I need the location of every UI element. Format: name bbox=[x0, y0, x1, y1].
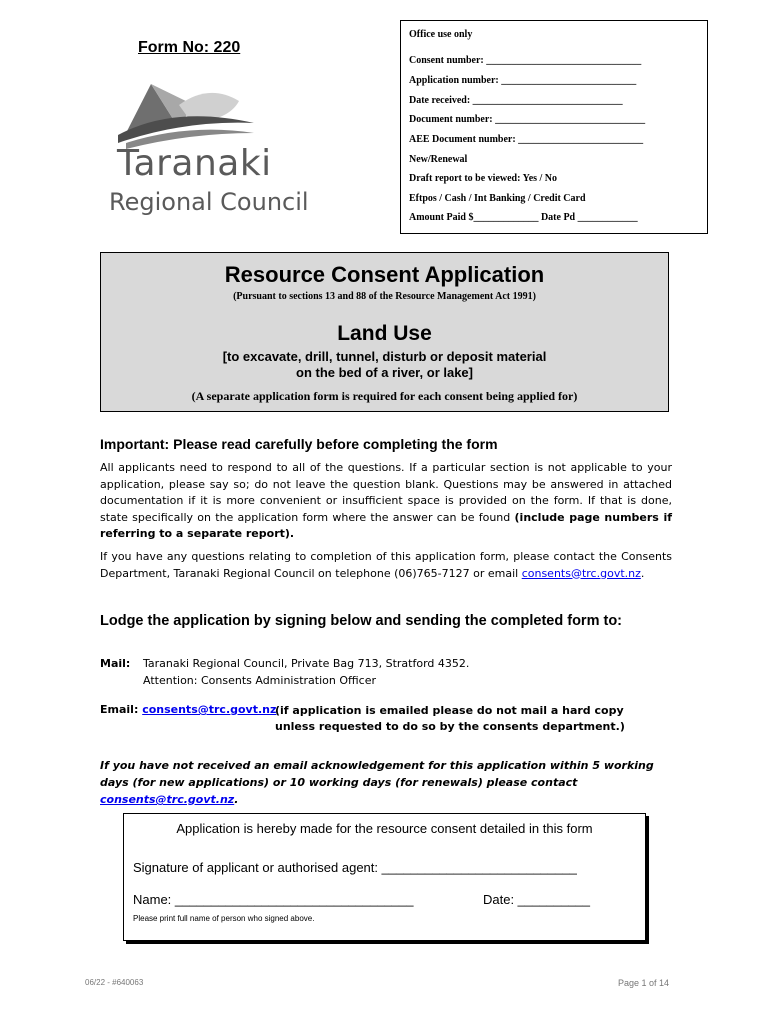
ack-end: . bbox=[234, 793, 239, 806]
lodge-heading: Lodge the application by signing below and sending the completed form to: bbox=[100, 613, 623, 629]
ack-email-link[interactable]: consents@trc.govt.nz bbox=[100, 793, 235, 806]
email-label: Email: bbox=[100, 703, 139, 716]
important-p2-end: . bbox=[640, 566, 645, 580]
scope-line-2: on the bed of a river, or lake] bbox=[296, 365, 473, 380]
lodge-email-link[interactable]: consents@trc.govt.nz bbox=[142, 703, 277, 716]
office-application-number: Application number: ___________________________ bbox=[409, 75, 637, 86]
logo-council: Regional Council bbox=[109, 188, 309, 216]
pursuant-note: (Pursuant to sections 13 and 88 of the Resource Management Act 1991) bbox=[233, 291, 536, 302]
mail-address-line-1: Taranaki Regional Council, Private Bag 713, Stratford 4352. bbox=[143, 657, 470, 670]
important-p1-bold: (include page numbers if referring to a separate report). bbox=[100, 510, 672, 540]
print-name-note: Please print full name of person who signed above. bbox=[133, 914, 315, 923]
mail-address-line-2: Attention: Consents Administration Officer bbox=[143, 674, 376, 687]
important-p1-text: All applicants need to respond to all of the questions. If a particular section is not applicable to your application, please say so; do not leave the question blank. Questions may be answered in attached documentation if it is more convenient or insufficient space is provided on the form. If that is done, state specifically on the application form where the answer can be found bbox=[100, 461, 672, 524]
important-paragraph-1 bbox=[100, 460, 672, 543]
email-note: (if application is emailed please do not mail a hard copy unless requested to do so by the consents department.) bbox=[275, 704, 625, 733]
page-title: Resource Consent Application bbox=[224, 262, 545, 287]
logo-name: Taranaki bbox=[117, 143, 272, 184]
office-date-received: Date received: ______________________________ bbox=[409, 95, 623, 106]
important-heading: Important: Please read carefully before completing the form bbox=[100, 436, 498, 452]
office-document-number: Document number: ______________________________ bbox=[409, 114, 646, 125]
footer-page-number: Page 1 of 14 bbox=[618, 978, 670, 988]
office-aee-document-number: AEE Document number: _________________________ bbox=[409, 134, 644, 145]
footer-document-code: 06/22 - #640063 bbox=[85, 978, 144, 987]
office-consent-number: Consent number: _______________________________ bbox=[409, 55, 642, 66]
date-field[interactable]: Date: __________ bbox=[483, 892, 590, 907]
page-subtitle: Land Use bbox=[337, 322, 432, 345]
office-payment-method: Eftpos / Cash / Int Banking / Credit Card bbox=[409, 193, 586, 204]
mail-label: Mail: bbox=[100, 657, 131, 670]
office-amount-paid: Amount Paid $_____________ Date Pd ____________ bbox=[409, 212, 638, 223]
title-box bbox=[100, 252, 669, 412]
ack-text: If you have not received an email acknowledgement for this application within 5 working days (for new applications) or 10 working days (for renewals) please contact bbox=[100, 759, 654, 789]
acknowledgement-note bbox=[100, 757, 680, 808]
email-row bbox=[100, 703, 276, 716]
important-p2-text: If you have any questions relating to completion of this application form, please contact the Consents Department, Taranaki Regional Council on telephone (06)765-7127 or email bbox=[100, 550, 672, 580]
consents-email-link[interactable]: consents@trc.govt.nz bbox=[521, 566, 641, 580]
office-use-box bbox=[400, 20, 708, 234]
signature-box bbox=[123, 813, 646, 941]
office-new-renewal: New/Renewal bbox=[409, 154, 468, 165]
office-draft-report: Draft report to be viewed: Yes / No bbox=[409, 173, 558, 184]
office-use-title: Office use only bbox=[409, 29, 473, 40]
name-field[interactable]: Name: _________________________________ bbox=[133, 892, 414, 907]
scope-line-1: [to excavate, drill, tunnel, disturb or deposit material bbox=[222, 349, 547, 364]
important-paragraph-2 bbox=[100, 549, 672, 582]
application-made-statement: Application is hereby made for the resource consent detailed in this form bbox=[176, 821, 593, 836]
signature-field[interactable]: Signature of applicant or authorised agent: ___________________________ bbox=[133, 860, 577, 875]
separate-form-note: (A separate application form is required for each consent being applied for) bbox=[191, 389, 578, 403]
logo-mountain-icon bbox=[104, 75, 294, 150]
form-number: Form No: 220 bbox=[138, 39, 241, 56]
